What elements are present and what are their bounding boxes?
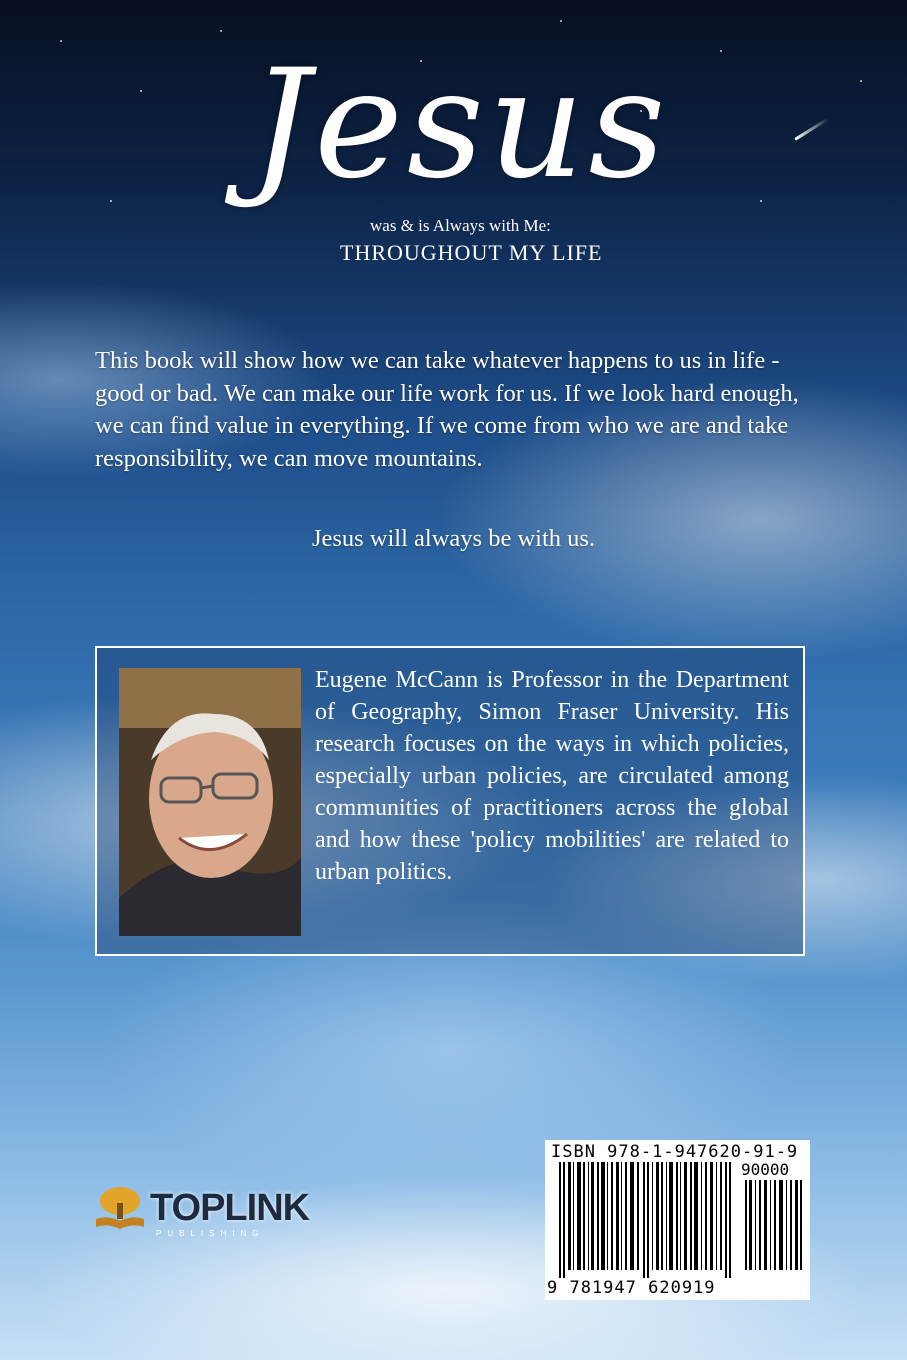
title-block	[0, 40, 907, 280]
ean-bars	[559, 1162, 739, 1278]
author-bio-text: Eugene McCann is Professor in the Department of Geography, Simon Fraser University. His research focuses on the ways in which policies, especially urban policies, are circulated among communities of practitioners across the global and how these 'policy mobilities' are related to urban politics.	[315, 667, 789, 885]
publisher-subtitle: PUBLISHING	[156, 1229, 265, 1238]
tagline: Jesus will always be with us.	[311, 525, 596, 552]
price-code: 90000	[741, 1160, 790, 1179]
tree-book-icon	[92, 1185, 148, 1231]
ean-number: 9 781947 620919	[547, 1278, 716, 1298]
author-bio-box	[95, 646, 805, 956]
subtitle-line-2: THROUGHOUT MY LIFE	[340, 240, 603, 265]
author-photo	[119, 668, 301, 936]
isbn-label: ISBN 978-1-947620-91-9	[551, 1142, 799, 1162]
book-title: Jesus	[250, 38, 670, 212]
publisher-logo	[92, 1185, 322, 1245]
isbn-barcode	[545, 1140, 810, 1300]
subtitle-line-1: was & is Always with Me:	[370, 216, 551, 235]
addon-bars	[743, 1180, 803, 1270]
publisher-name: TOPLINK	[150, 1187, 310, 1229]
book-blurb: This book will show how we can take whatever happens to us in life - good or bad. We can make our life work for us. If we look hard enough, we can find value in everything. If we come from who we are and take responsibility, we can move mountains.	[95, 347, 799, 472]
